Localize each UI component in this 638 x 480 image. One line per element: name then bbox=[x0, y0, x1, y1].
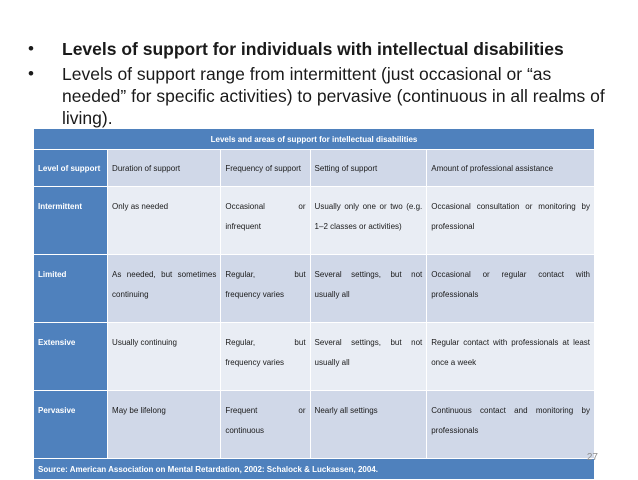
column-header: Level of support bbox=[34, 150, 108, 187]
column-header: Amount of professional assistance bbox=[427, 150, 595, 187]
table-cell: Regular, but frequency varies bbox=[221, 323, 310, 391]
bullet-dot-icon: • bbox=[28, 39, 34, 58]
table-row bbox=[34, 187, 595, 255]
table-cell: Occasional consultation or monitoring by professional bbox=[427, 187, 595, 255]
table-cell: Occasional or infrequent bbox=[221, 187, 310, 255]
table-cell: Pervasive bbox=[34, 391, 108, 459]
bullet-item bbox=[26, 38, 618, 60]
table-cell: Extensive bbox=[34, 323, 108, 391]
table-cell: Several settings, but not usually all bbox=[310, 323, 427, 391]
table-cell: Continuous contact and monitoring by professionals bbox=[427, 391, 595, 459]
table-cell: Limited bbox=[34, 255, 108, 323]
table-cell: Usually continuing bbox=[108, 323, 221, 391]
table-cell: Regular, but frequency varies bbox=[221, 255, 310, 323]
bullet-item bbox=[26, 63, 618, 129]
table-cell: Frequent or continuous bbox=[221, 391, 310, 459]
table-title: Levels and areas of support for intellectual disabilities bbox=[34, 129, 595, 150]
bullet-list bbox=[26, 38, 618, 132]
column-header: Setting of support bbox=[310, 150, 427, 187]
page-number: 27 bbox=[586, 452, 598, 463]
table-cell: Several settings, but not usually all bbox=[310, 255, 427, 323]
table-cell: May be lifelong bbox=[108, 391, 221, 459]
column-header: Frequency of support bbox=[221, 150, 310, 187]
table-cell: Regular contact with professionals at least once a week bbox=[427, 323, 595, 391]
table-row bbox=[34, 255, 595, 323]
table-title-row bbox=[34, 129, 595, 150]
table-cell: As needed, but sometimes continuing bbox=[108, 255, 221, 323]
column-header: Duration of support bbox=[108, 150, 221, 187]
table-cell: Usually only one or two (e.g. 1–2 classes or activities) bbox=[310, 187, 427, 255]
table-source: Source: American Association on Mental Retardation, 2002: Schalock & Luckassen, 2004. bbox=[34, 459, 595, 480]
table-source-row bbox=[34, 459, 595, 480]
table-cell: Nearly all settings bbox=[310, 391, 427, 459]
table-cell: Occasional or regular contact with professionals bbox=[427, 255, 595, 323]
bullet-text: Levels of support range from intermittent (just occasional or “as needed” for specific activities) to pervasive (continuous in all realms of living). bbox=[62, 64, 605, 128]
bullet-text: Levels of support for individuals with intellectual disabilities bbox=[62, 39, 564, 59]
table-row bbox=[34, 391, 595, 459]
support-levels-table bbox=[33, 128, 595, 480]
bullet-dot-icon: • bbox=[28, 64, 34, 83]
table-header-row bbox=[34, 150, 595, 187]
table-row bbox=[34, 323, 595, 391]
table-cell: Only as needed bbox=[108, 187, 221, 255]
table-cell: Intermittent bbox=[34, 187, 108, 255]
